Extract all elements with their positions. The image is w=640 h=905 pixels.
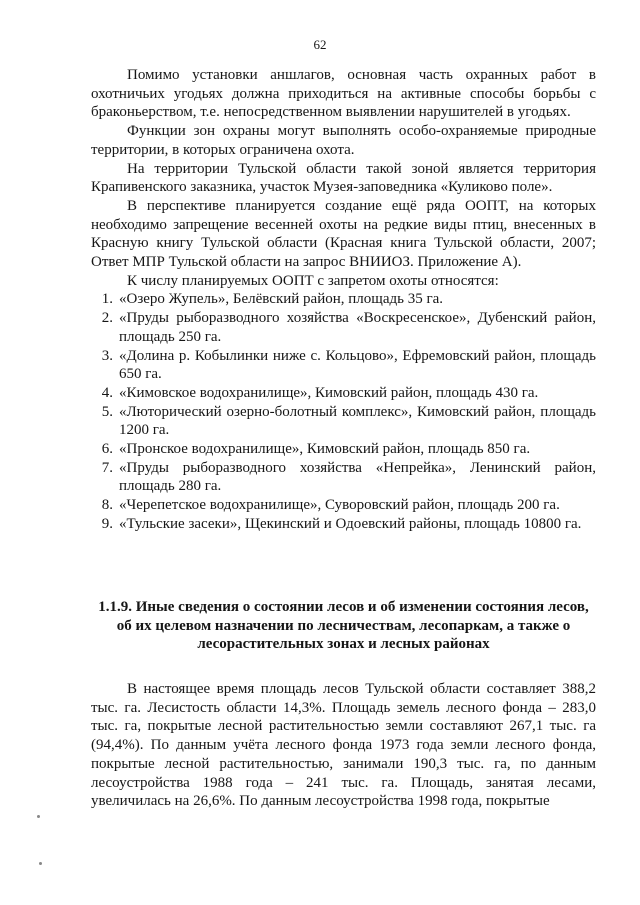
list-item-number: 3. <box>101 347 113 364</box>
page-number: 62 <box>313 37 327 52</box>
list-item-text: «Тульские засеки», Щекинский и Одоевский районы, площадь 10800 га. <box>119 515 582 532</box>
list-item-text: «Кимовское водохранилище», Кимовский район, площадь 430 га. <box>119 384 539 401</box>
list-item <box>91 496 596 515</box>
scan-speck <box>39 862 42 865</box>
bottom-text-block <box>91 680 596 811</box>
list-item <box>91 440 596 459</box>
top-text-block <box>91 66 596 534</box>
paragraph: Функции зон охраны могут выполнять особо-охраняемые природные территории, в которых ограничена охота. <box>91 123 596 158</box>
list-item-text: «Пруды рыборазводного хозяйства «Воскресенское», Дубенский район, площадь 250 га. <box>119 310 596 345</box>
paragraph: В настоящее время площадь лесов Тульской области составляет 388,2 тыс. га. Лесистость области 14,3%. Площадь земель лесного фонда – 283,0 тыс. га, покрытые лесной растительностью земли составляют 267,1 тыс. га (94,4%). По данным учёта лесного фонда 1973 года земли лесного фонда, покрытые лесной растительностью, занимали 190,3 тыс. га, по данным лесоустройства 1988 года – 241 тыс. га. Площадь, занятая лесами, увеличилась на 26,6%. По данным лесоустройства 1998 года, покрытые <box>91 681 596 810</box>
list-item-number: 2. <box>101 310 113 327</box>
list-item <box>91 459 596 496</box>
section-heading: 1.1.9. Иные сведения о состоянии лесов и об изменении состояния лесов, об их целевом назначении по лесничествам, лесопаркам, а также о лесорастительных зонах и лесных районах <box>98 599 589 653</box>
list-item <box>91 384 596 403</box>
list-item <box>91 403 596 440</box>
list-item-number: 9. <box>101 515 113 532</box>
paragraph: Помимо установки аншлагов, основная часть охранных работ в охотничьих угодьях должна приходиться на активные способы борьбы с браконьерством, т.е. непосредственном выявлении нарушителей в угодьях. <box>91 67 596 121</box>
list-item-number: 5. <box>101 403 113 420</box>
list-item-text: «Пруды рыборазводного хозяйства «Непрейка», Ленинский район, площадь 280 га. <box>119 459 596 495</box>
list-item <box>91 309 596 346</box>
paragraph: На территории Тульской области такой зоной является территория Крапивенского заказника, участок Музея-заповедника «Куликово поле». <box>91 160 596 196</box>
protected-areas-list <box>91 290 596 533</box>
list-item <box>91 515 596 534</box>
list-item-number: 7. <box>101 459 113 476</box>
list-item-number: 4. <box>101 384 113 401</box>
paragraph: К числу планируемых ООПТ с запретом охоты относятся: <box>127 272 499 289</box>
list-item-text: «Долина р. Кобылинки ниже с. Кольцово», Ефремовский район, площадь 650 га. <box>119 347 596 383</box>
list-item-number: 1. <box>101 291 113 308</box>
scan-speck <box>37 815 40 818</box>
list-item <box>91 347 596 384</box>
paragraph: В перспективе планируется создание ещё ряда ООПТ, на которых необходимо запрещение весенней охоты на редкие виды птиц, внесенных в Красную книгу Тульской области (Красная книга Тульской области, 2007; Ответ МПР Тульской области на запрос ВНИИОЗ. Приложение А). <box>91 197 596 271</box>
list-item-text: «Черепетское водохранилище», Суворовский район, площадь 200 га. <box>119 497 560 514</box>
list-item-number: 6. <box>101 441 113 458</box>
list-item-text: «Озеро Жупель», Белёвский район, площадь 35 га. <box>119 291 444 308</box>
list-item-number: 8. <box>101 497 113 514</box>
list-item-text: «Пронское водохранилище», Кимовский район, площадь 850 га. <box>119 441 531 458</box>
list-item <box>91 290 596 309</box>
list-item-text: «Люторический озерно-болотный комплекс», Кимовский район, площадь 1200 га. <box>119 403 596 439</box>
